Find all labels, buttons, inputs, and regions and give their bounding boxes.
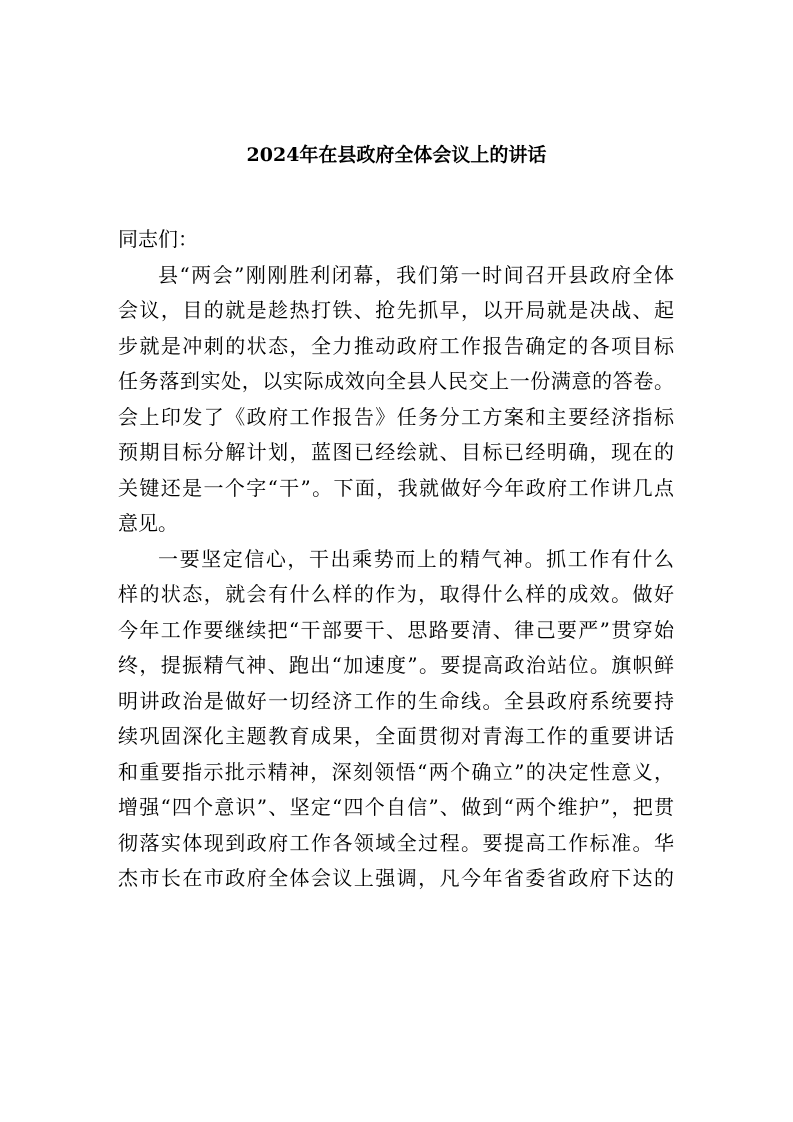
body-line: 杰市长在市政府全体会议上强调，凡今年省委省政府下达的 bbox=[118, 866, 674, 890]
body-line: 预期目标分解计划，蓝图已经绘就、目标已经明确，现在的 bbox=[118, 440, 674, 464]
body-line: 样的状态，就会有什么样的作为，取得什么样的成效。做好 bbox=[118, 582, 674, 606]
body-line: 会上印发了《政府工作报告》任务分工方案和主要经济指标 bbox=[118, 404, 674, 429]
body-line: 县“两会”刚刚胜利闭幕，我们第一时间召开县政府全体 bbox=[158, 262, 674, 287]
body-line: 步就是冲刺的状态，全力推动政府工作报告确定的各项目标 bbox=[118, 333, 674, 358]
body-line: 和重要指示批示精神，深刻领悟“两个确立”的决定性意义， bbox=[118, 759, 674, 784]
body-line: 关键还是一个字“干”。下面，我就做好今年政府工作讲几点 bbox=[118, 475, 674, 500]
document-title: 2024年在县政府全体会议上的讲话 bbox=[246, 144, 547, 166]
document-body bbox=[118, 222, 674, 897]
body-line: 今年工作要继续把“干部要干、思路要清、律己要严”贯穿始 bbox=[118, 617, 674, 642]
body-line: 意见。 bbox=[118, 511, 178, 535]
body-line: 明讲政治是做好一切经济工作的生命线。全县政府系统要持 bbox=[118, 688, 674, 713]
body-line: 终，提振精气神、跑出“加速度”。要提高政治站位。旗帜鲜 bbox=[118, 653, 674, 677]
body-line: 续巩固深化主题教育成果，全面贯彻对青海工作的重要讲话 bbox=[118, 724, 674, 748]
body-line: 一要坚定信心，干出乘势而上的精气神。抓工作有什么 bbox=[158, 546, 674, 571]
body-line: 彻落实体现到政府工作各领域全过程。要提高工作标准。华 bbox=[118, 830, 674, 855]
body-line: 会议，目的就是趁热打铁、抢先抓早，以开局就是决战、起 bbox=[118, 298, 674, 322]
salutation: 同志们： bbox=[118, 227, 198, 251]
body-line: 增强“四个意识”、坚定“四个自信”、做到“两个维护”，把贯 bbox=[118, 795, 674, 819]
body-line: 任务落到实处，以实际成效向全县人民交上一份满意的答卷。 bbox=[118, 369, 674, 393]
